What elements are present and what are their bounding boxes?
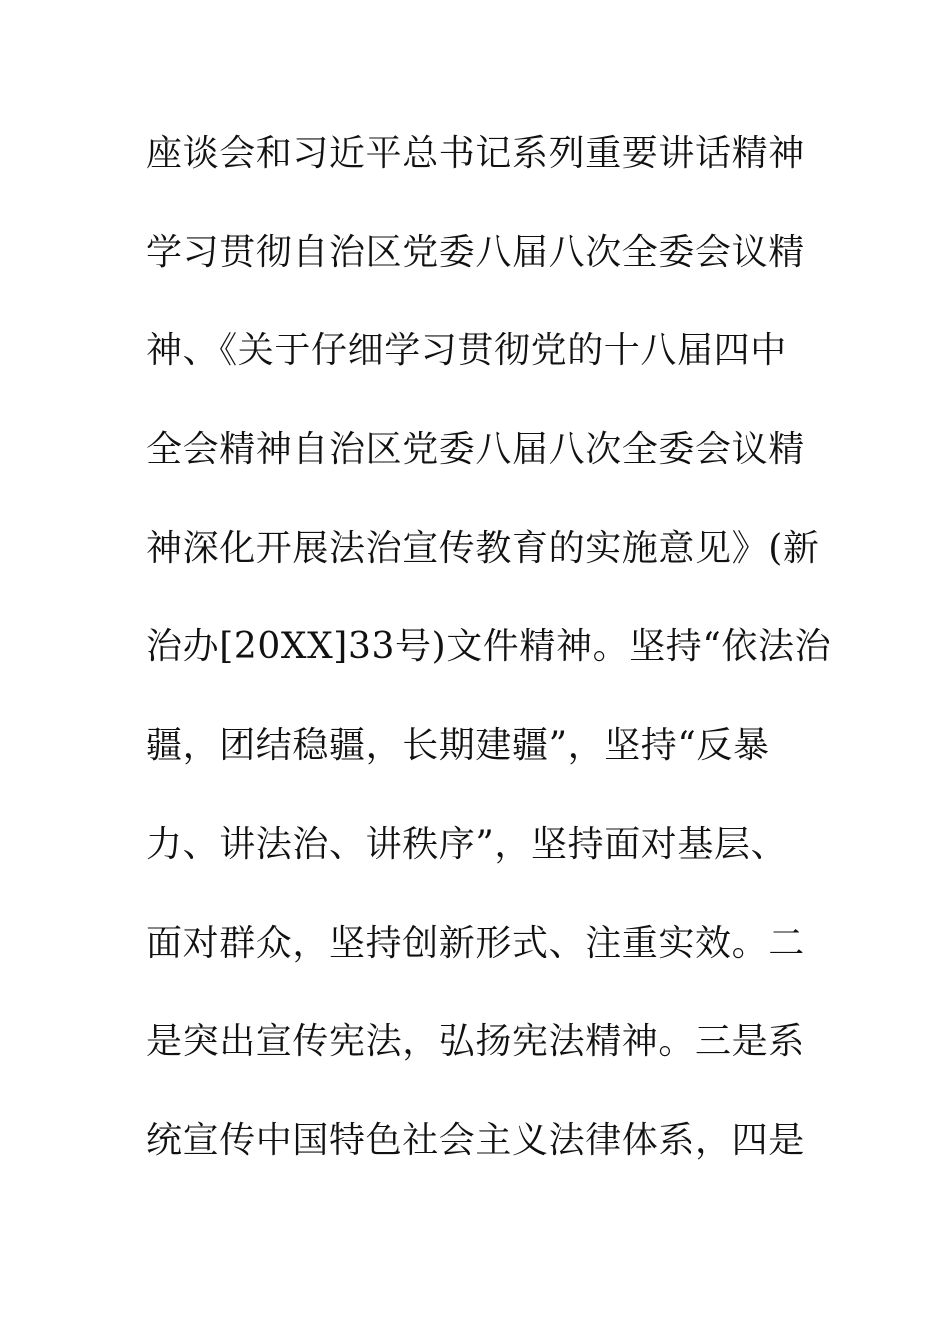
text-line: 座谈会和习近平总书记系列重要讲话精神	[146, 133, 805, 174]
text-line: 是突出宣传宪法，弘扬宪法精神。三是系	[146, 1021, 805, 1063]
text-line: 疆，团结稳疆，长期建疆”，坚持“反暴	[146, 725, 770, 767]
text-line: 力、讲法治、讲秩序”，坚持面对基层、	[146, 823, 788, 865]
text-line: 治办[20XX]33号)文件精神。坚持“依法治	[146, 626, 832, 668]
text-line: 学习贯彻自治区党委八届八次全委会议精	[146, 231, 805, 273]
text-line: 统宣传中国特色社会主义法律体系，四是	[146, 1119, 805, 1161]
text-line: 全会精神自治区党委八届八次全委会议精	[146, 429, 805, 471]
text-line: 面对群众，坚持创新形式、注重实效。二	[146, 922, 805, 964]
document-body	[146, 128, 832, 1214]
text-line: 神、《关于仔细学习贯彻党的十八届四中	[146, 330, 787, 372]
text-line: 神深化开展法治宣传教育的实施意见》(新	[146, 527, 820, 569]
